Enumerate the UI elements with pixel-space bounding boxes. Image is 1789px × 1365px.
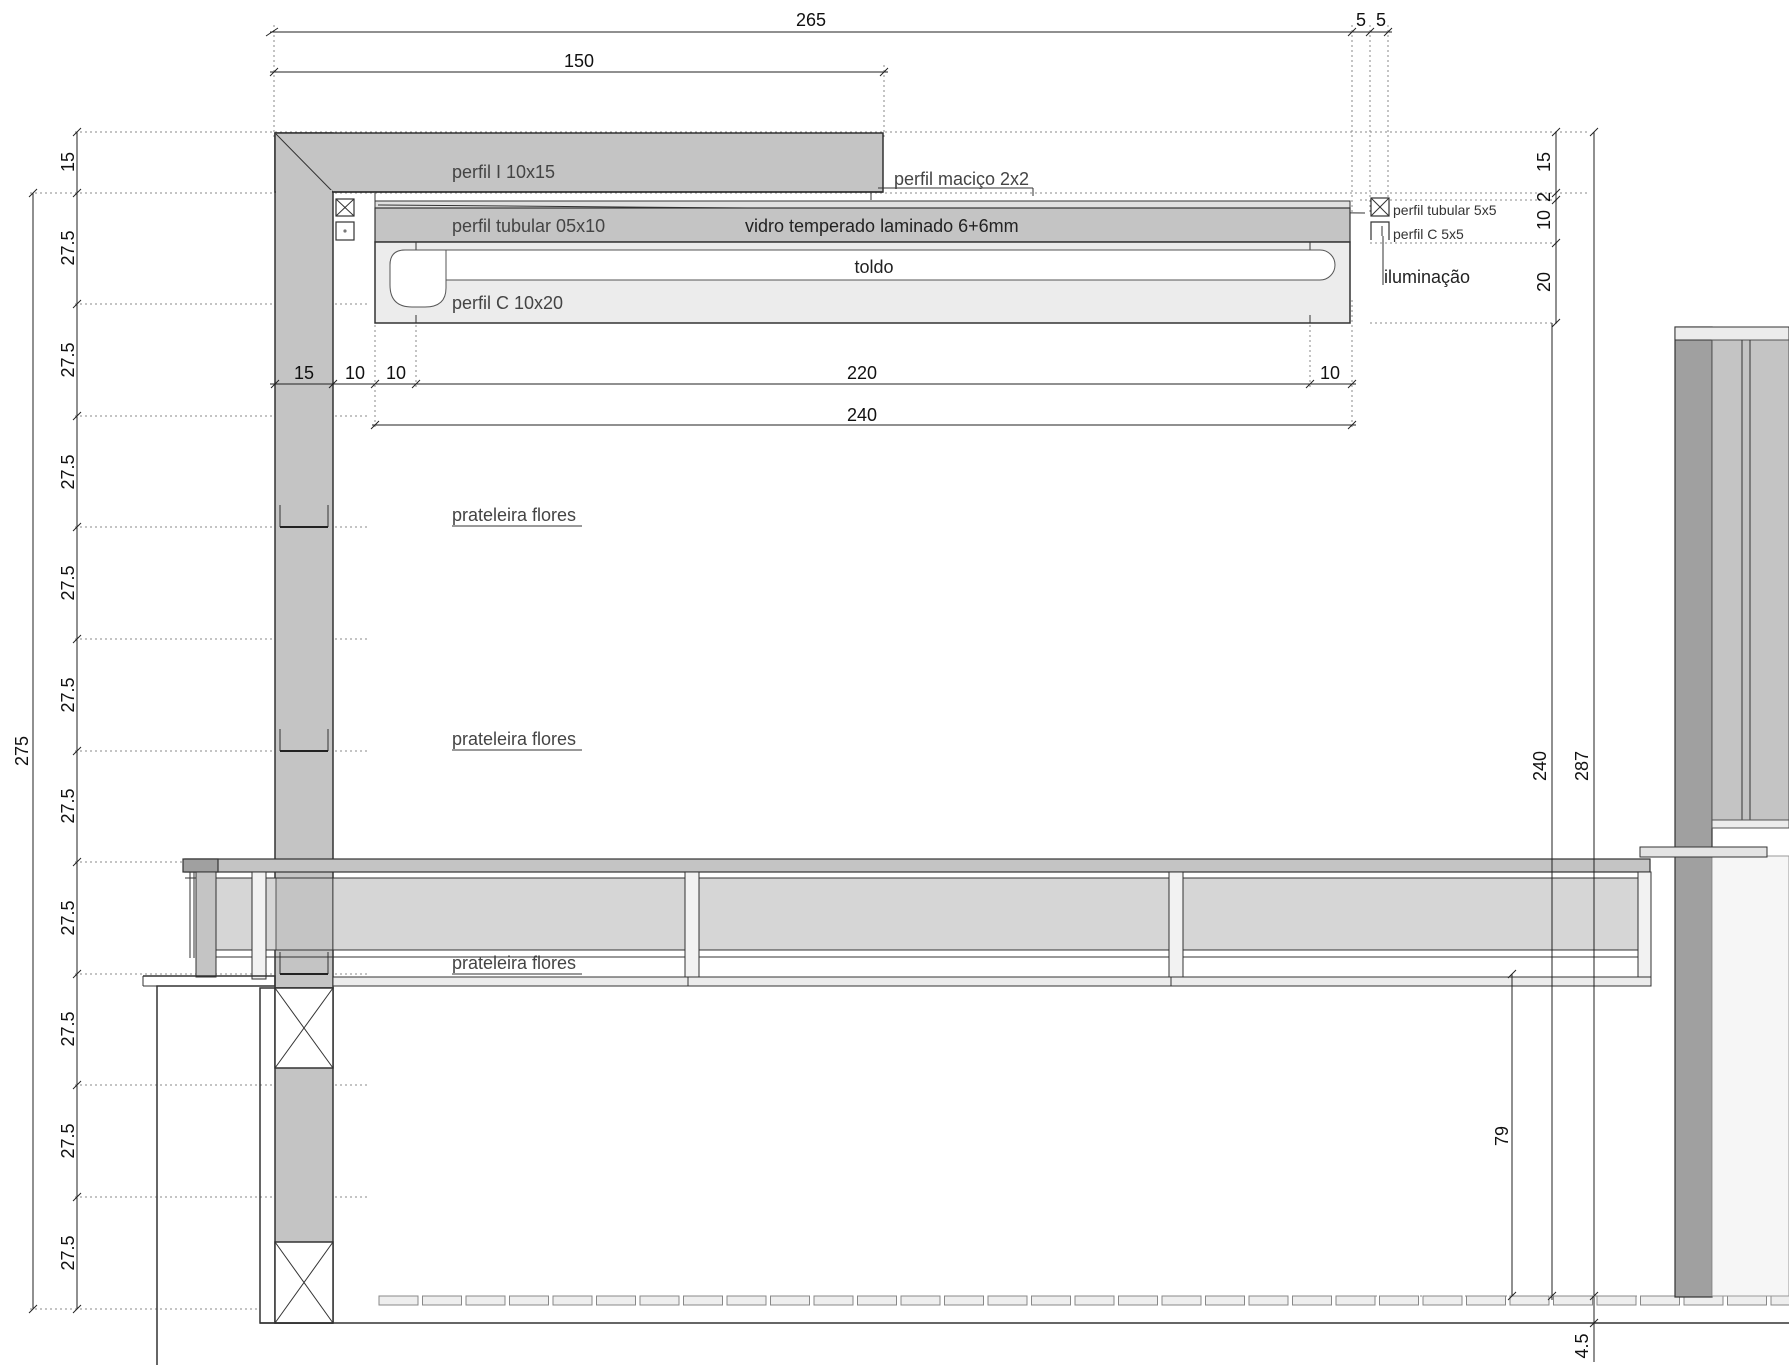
floor-paver: [858, 1296, 897, 1305]
floor-paver: [1728, 1296, 1767, 1305]
floor-paver: [1336, 1296, 1375, 1305]
floor-paver: [640, 1296, 679, 1305]
floor-paver: [1597, 1296, 1636, 1305]
dim-right-15: 15: [1534, 151, 1554, 173]
top-dimensions: [266, 28, 1392, 76]
dim-left-step-8: 27.5: [58, 1011, 78, 1047]
adjacent-door: [1640, 327, 1789, 1297]
dim-right-20: 20: [1534, 271, 1554, 293]
dim-top-5b: 5: [1375, 10, 1387, 30]
floor-paver: [1510, 1296, 1549, 1305]
dim-left-15: 15: [58, 151, 78, 173]
label-vidro: vidro temperado laminado 6+6mm: [745, 216, 1019, 236]
floor-paver: [1293, 1296, 1332, 1305]
floor-paver: [814, 1296, 853, 1305]
label-toldo: toldo: [854, 257, 894, 277]
label-perfil-c-small: perfil C 5x5: [1393, 226, 1464, 242]
dim-h-10b: 10: [385, 363, 407, 383]
floor-paver: [1467, 1296, 1506, 1305]
dim-left-step-6: 27.5: [58, 788, 78, 824]
label-perfil-tubular: perfil tubular 05x10: [452, 216, 606, 236]
label-iluminacao: iluminação: [1384, 267, 1471, 287]
dim-top-150: 150: [563, 51, 595, 71]
dim-right-10: 10: [1534, 209, 1554, 231]
floor-paver: [423, 1296, 462, 1305]
dim-left-step-2: 27.5: [58, 342, 78, 378]
dim-left-step-1: 27.5: [58, 230, 78, 266]
dim-h-10a: 10: [344, 363, 366, 383]
dim-left-total: 275: [12, 735, 32, 767]
dim-left-step-9: 27.5: [58, 1123, 78, 1159]
dim-h-10c: 10: [1319, 363, 1341, 383]
dim-right-2: 2: [1534, 191, 1554, 203]
floor-paver: [1075, 1296, 1114, 1305]
floor-paver: [1119, 1296, 1158, 1305]
floor: [260, 1296, 1789, 1323]
dim-right-79: 79: [1492, 1125, 1512, 1147]
dim-top-5a: 5: [1355, 10, 1367, 30]
balcony-railing: [143, 859, 1651, 1365]
dim-h-15: 15: [293, 363, 315, 383]
floor-paver: [1162, 1296, 1201, 1305]
dim-bottom-4-5: 4.5: [1572, 1333, 1592, 1359]
floor-paver: [466, 1296, 505, 1305]
floor-paver: [553, 1296, 592, 1305]
floor-paver: [1641, 1296, 1680, 1305]
floor-paver: [1554, 1296, 1593, 1305]
dim-h-220: 220: [846, 363, 878, 383]
dim-left-step-10: 27.5: [58, 1235, 78, 1271]
label-perfil-tubular-small: perfil tubular 5x5: [1393, 202, 1497, 218]
floor-paver: [1206, 1296, 1245, 1305]
label-perfil-c: perfil C 10x20: [452, 293, 564, 313]
floor-paver: [510, 1296, 549, 1305]
floor-paver: [945, 1296, 984, 1305]
floor-paver: [901, 1296, 940, 1305]
dim-left-step-3: 27.5: [58, 454, 78, 490]
floor-paver: [1380, 1296, 1419, 1305]
floor-paver: [1249, 1296, 1288, 1305]
dim-left-step-4: 27.5: [58, 565, 78, 601]
floor-paver: [1423, 1296, 1462, 1305]
label-perfil-macico: perfil maciço 2x2: [894, 169, 1030, 189]
label-perfil-i: perfil I 10x15: [452, 162, 556, 182]
floor-paver: [684, 1296, 723, 1305]
floor-paver: [379, 1296, 418, 1305]
label-prateleira-1: prateleira flores: [452, 505, 577, 525]
floor-paver: [988, 1296, 1027, 1305]
right-dimensions: [1508, 128, 1598, 1362]
floor-paver: [1032, 1296, 1071, 1305]
floor-paver: [597, 1296, 636, 1305]
dim-left-step-7: 27.5: [58, 900, 78, 936]
dim-right-240: 240: [1530, 750, 1550, 782]
floor-paver: [727, 1296, 766, 1305]
dim-left-step-5: 27.5: [58, 677, 78, 713]
profile-dimensions: [270, 380, 1356, 429]
floor-paver: [1771, 1296, 1789, 1305]
dim-top-total: 265: [795, 10, 827, 30]
dim-h-240: 240: [846, 405, 878, 425]
label-prateleira-3: prateleira flores: [452, 953, 577, 973]
dim-right-287: 287: [1572, 750, 1592, 782]
floor-paver: [771, 1296, 810, 1305]
label-prateleira-2: prateleira flores: [452, 729, 577, 749]
